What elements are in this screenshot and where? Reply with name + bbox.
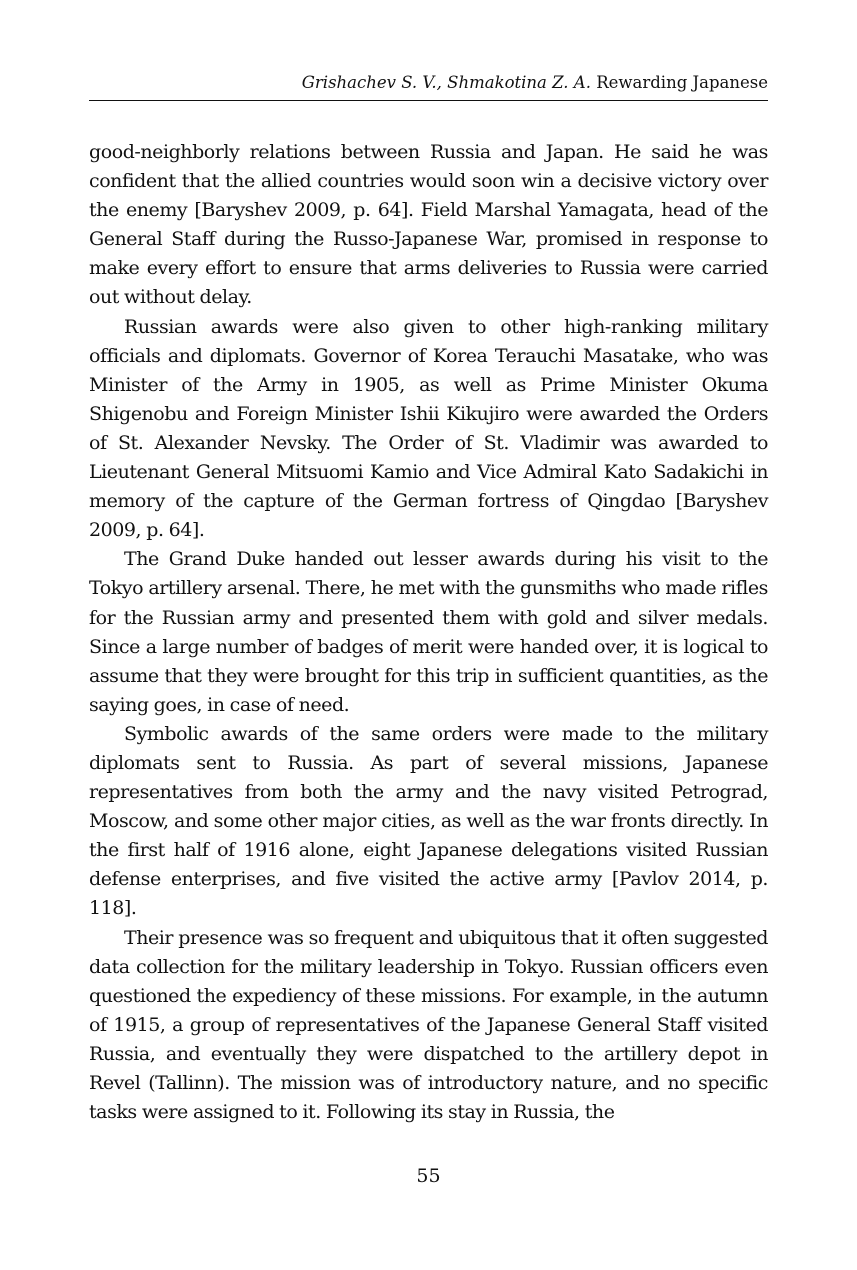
paragraph-2: Russian awards were also given to other high-ranking military officials and diplomats. Governor of Korea Terauchi Masatake, who was Minister of the Army in 1905, as well as Prime Minister Okuma Shigenobu and Foreign Minister Ishii Kikujiro were awarded the Orders of St. Alexander Nevsky. The Order of St. Vladimir was awarded to Lieutenant General Mitsuomi Kamio and Vice Admiral Kato Sadakichi in memory of the capture of the German fortress of Qingdao [Baryshev 2009, p. 64]. [89,315,768,542]
paragraph-5: Their presence was so frequent and ubiquitous that it often suggested data collection for the military leadership in Tokyo. Russian officers even questioned the expediency of these missions. For example, in the autumn of 1915, a group of representatives of the Japanese General Staff visited Russia, and eventually they were dispatched to the artillery depot in Revel (Tallinn). The mission was of introductory nature, and no specific tasks were assigned to it. Following its stay in Russia, the [89,926,768,1124]
header-title: Rewarding Japanese [596,73,768,92]
running-header [89,70,768,101]
header-authors: Grishachev S. V., Shmakotina Z. A. [301,73,591,92]
paragraph-3: The Grand Duke handed out lesser awards during his visit to the Tokyo artillery arsenal. There, he met with the gunsmiths who made rifles for the Russian army and presented them with gold and silver medals. Since a large number of badges of merit were handed over, it is logical to assume that they were brought for this trip in sufficient quantities, as the saying goes, in case of need. [89,548,768,716]
body-text [89,138,768,1127]
paragraph-4: Symbolic awards of the same orders were made to the military diplomats sent to Russia. As part of several missions, Japanese representatives from both the army and the navy visited Petrograd, Moscow, and some other major cities, as well as the war fronts directly. In the first half of 1916 alone, eight Japanese delegations visited Russian defense enterprises, and five visited the active army [Pavlov 2014, p. 118]. [89,722,768,920]
paragraph-1: good-neighborly relations between Russia and Japan. He said he was confident that the allied countries would soon win a decisive victory over the enemy [Baryshev 2009, p. 64]. Field Marshal Yamagata, head of the General Staff during the Russo-Japanese War, promised in response to make every effort to ensure that arms deliveries to Russia were carried out without delay. [89,141,768,309]
page-number: 55 [416,1165,441,1187]
